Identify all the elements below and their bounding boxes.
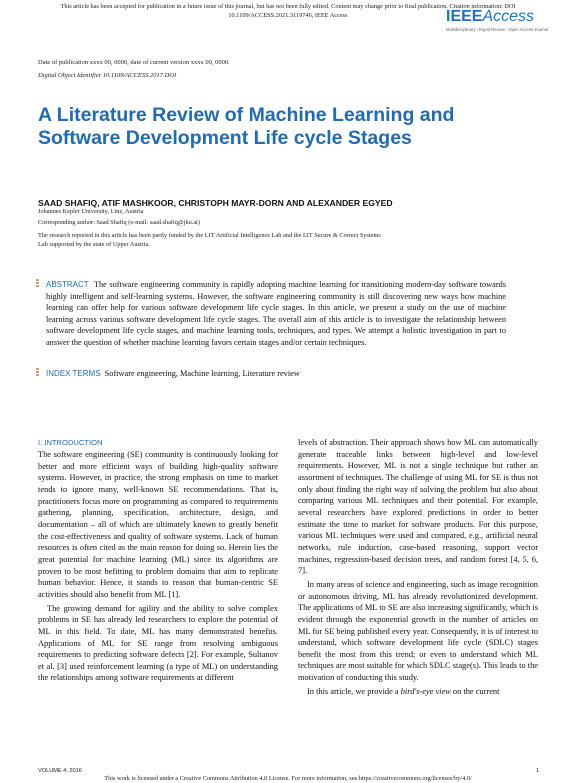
notice-line-2: 10.1109/ACCESS.2021.3119746, IEEE Access [228,12,348,19]
index-terms-marker-icon [36,368,42,377]
left-column [38,437,278,684]
abstract-marker-icon [36,279,42,288]
abstract-heading: ABSTRACT [46,280,89,289]
abstract-paragraph [46,279,506,349]
publication-dates: Date of publication xxxx 00, 0000, date of current version xxxx 00, 0000. [38,59,230,66]
body-paragraph: The software engineering (SE) community is continuously looking for better and more efficient ways of building high-quality software systems. However, in practice, the strong emphasis on time to market tends to ignore many, well-known SE recommendations. That is, practitioners focus more on programming as compared to requirements gathering, planning, specification, architecture, design, and documentation – all of which are ultimately known to greatly benefit the cost-effectiveness and quality of software systems. Lack of human resources is often cited as the main reason for doing so. Herein lies the great potential for machine learning (ML) since its algorithms are proven to be most befitting to problem domains that aim to replicate human behavior. Hence, it stands to reason that human-centric SE activities should also benefit from ML [1]. [38,450,278,599]
corresponding-author: Corresponding author: Saad Shafiq (e-mail: saad.shafiq@jku.at) [38,219,200,226]
index-terms-paragraph [46,368,506,380]
body-paragraph: In many areas of science and engineering, such as image recognition or autonomous driving, ML has already revolutionized development. The applications of ML to SE are also increasing significantly, which is evident through the exponential growth in the number of articles on ML for SE being published every year. Consequently, it is of interest to understand, which software development life cycle (SDLC) stages benefit the most from this trend; or even to understand which ML techniques are most suitable for which SDLC stage(s). This leads to the motivation of conducting this study. [298,579,538,683]
page-number: 1 [536,768,540,774]
index-terms-heading: INDEX TERMS [46,369,101,378]
emphasis-text: bird's-eye view [400,686,451,696]
index-terms-text: Software engineering, Machine learning, Literature review [104,369,300,378]
author-list: SAAD SHAFIQ, ATIF MASHKOOR, CHRISTOPH MAYR-DORN AND ALEXANDER EGYED [38,198,393,208]
funding-line-2: Lab supported by the state of Upper Austria. [38,241,150,248]
logo-wordmark [446,8,566,26]
notice-line-1: This article has been accepted for publication in a future issue of this journal, but has not been fully edited. Content may change prior to final publication. Citation information: DOI [60,3,516,10]
funding-line-1: The research reported in this article has been partly funded by the LIT Artificial Intelligence Lab and the LIT Secure & Correct Systems [38,232,381,239]
doi-line: Digital Object Identifier 10.1109/ACCESS.2017.DOI [38,72,177,79]
logo-italic: Access [482,8,535,25]
logo-bold: IEEE [446,8,483,25]
affiliation: Johannes Kepler University, Linz, Austria [38,208,144,215]
body-paragraph: The growing demand for agility and the ability to solve complex problems in SE has already led researchers to explore the potential of ML in this field. To date, ML has many demonstrated benefits. Applications of ML for SE range from resolving ambiguous requirements to predicting software defects [2]. For example, Sultanov et al. [3] used reinforcement learning (a type of ML) on understanding the relationships among software requirements at different [38,603,278,683]
right-column [298,437,538,697]
logo-tagline: Multidisciplinary : Rapid Review : Open Access Journal [446,27,548,32]
body-paragraph: levels of abstraction. Their approach shows how ML can automatically generate traceable links between high-level and low-level requirements. However, ML is not a single technique but rather an assortment of techniques. The challenge of using ML for SE is thus not only about finding the right way of solving the problem but also about comparing various ML techniques and their potential. For example, several researchers have explored predictions in order to better estimate the time to market for software products. For this purpose, various ML techniques were used and compared, e.g., artificial neural networks, rule induction, case-based reasoning, support vector machines, regression-based decision trees, and random forest [4, 5, 6, 7]. [298,438,538,576]
section-heading-introduction: I. INTRODUCTION [38,438,103,447]
body-paragraph [298,686,538,698]
paper-title: A Literature Review of Machine Learning and Software Development Life cycle Stages [38,104,455,149]
paragraph-suffix: on the current [452,686,500,696]
volume-label: VOLUME 4, 2016 [38,768,82,774]
ieee-access-logo [446,8,566,36]
license-note: This work is licensed under a Creative Commons Attribution 4.0 License. For more information, see https://creativecommons.org/licenses/by/4.0/ [104,775,472,782]
paragraph-prefix: In this article, we provide a [307,686,399,696]
abstract-text: The software engineering community is rapidly adopting machine learning for transitioning modern-day software towards highly intelligent and self-learning systems. However, the software engineering community is still discovering new ways how machine learning can offer help for various software development life cycle stages. In this article, we present a study on the use of machine learning across various software development life cycle stages. The overall aim of this article is to investigate the relationship between software development life cycle stages, and machine learning tools, techniques, and types. We attempt a holistic investigation in part to answer the question of whether machine learning favors certain stages and/or certain techniques. [46,280,506,347]
